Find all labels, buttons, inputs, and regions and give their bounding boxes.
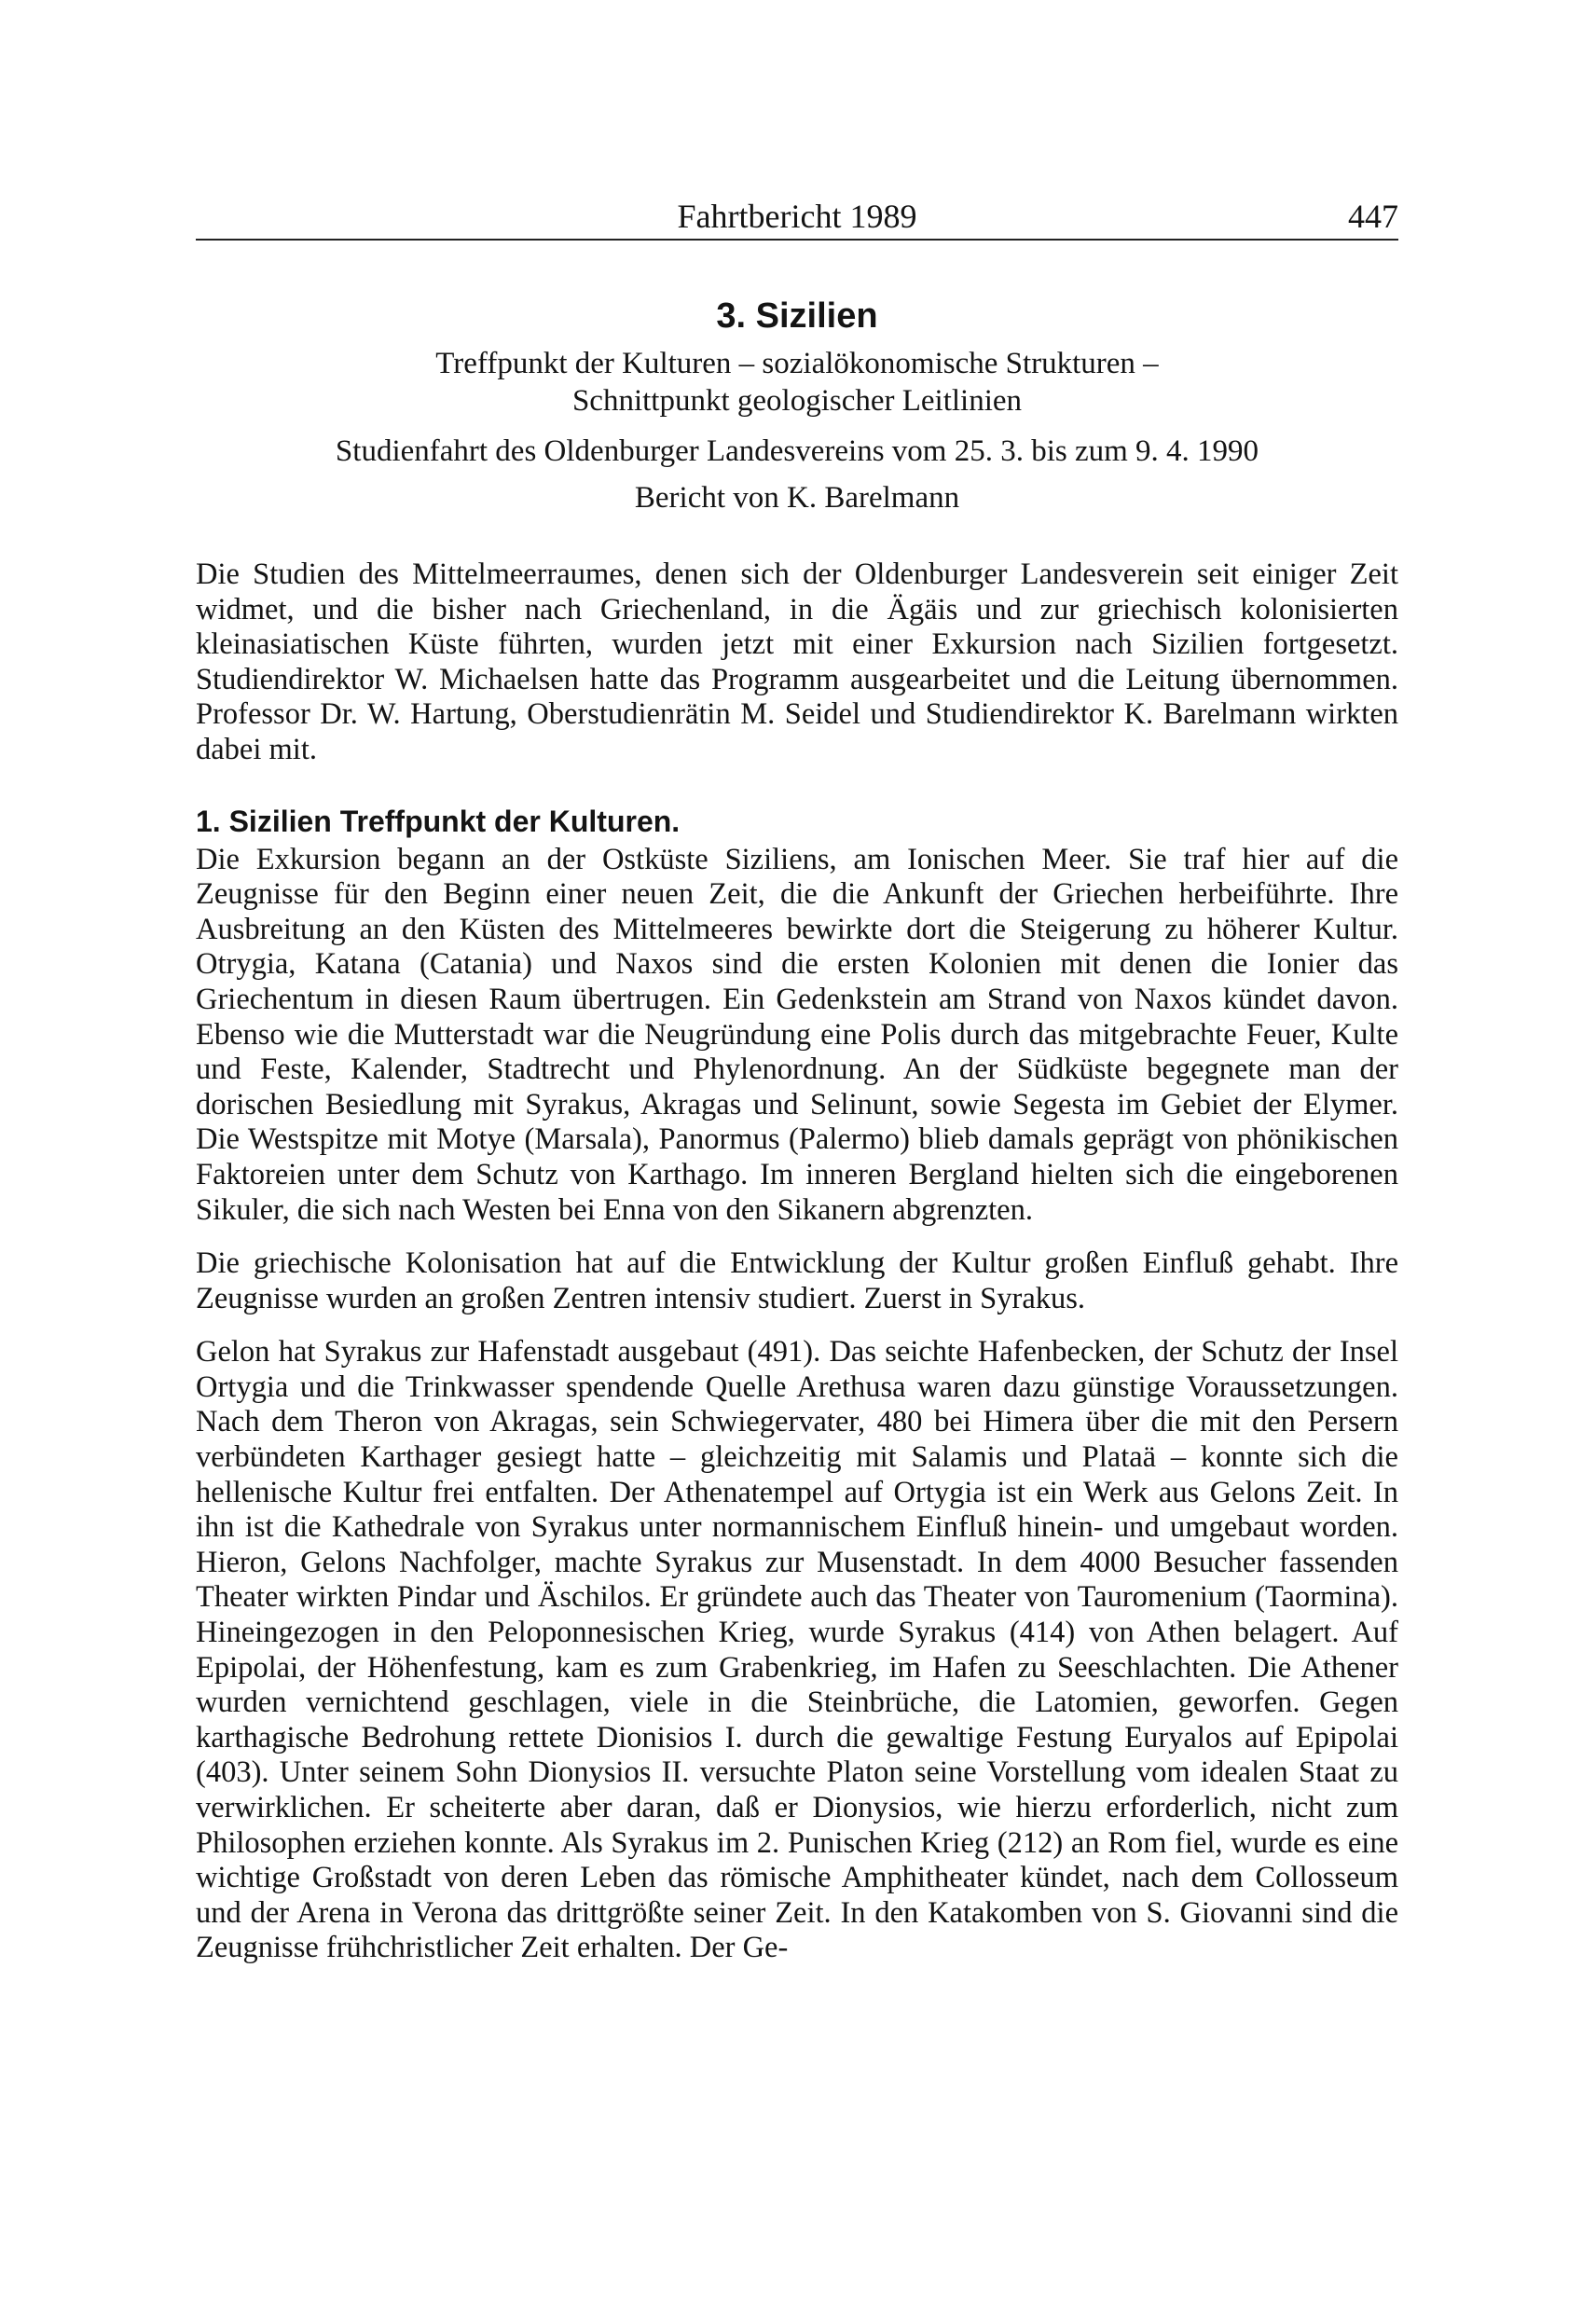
running-head bbox=[196, 186, 1398, 241]
running-head-title: Fahrtbericht 1989 bbox=[677, 198, 917, 235]
section-title: 3. Sizilien bbox=[716, 296, 878, 336]
body-paragraph-3: Gelon hat Syrakus zur Hafenstadt ausgebaut (491). Das seichte Hafenbecken, der Schutz der Insel Ortygia und die Trinkwasser spendende Quelle Arethusa waren dazu günstige Voraussetzungen. Nach dem Theron von Akragas, sein Schwiegervater, 480 bei Himera über die mit den Persern verbündeten Karthager gesiegt hatte – gleichzeitig mit Salamis und Plataä – konnte sich die hellenische Kultur frei entfalten. Der Athenatempel auf Ortygia ist ein Werk aus Gelons Zeit. In ihn ist die Kathedrale von Syrakus unter normannischem Einfluß hinein- und umgebaut worden. Hieron, Gelons Nachfolger, machte Syrakus zur Musenstadt. In dem 4000 Besucher fassenden Theater wirkten Pindar und Äschilos. Er gründete auch das Theater von Tauromenium (Taormina). Hineingezogen in den Peloponnesischen Krieg, wurde Syrakus (414) von Athen belagert. Auf Epipolai, der Höhenfestung, kam es zum Grabenkrieg, im Hafen zu Seeschlachten. Die Athener wurden vernichtend geschlagen, viele in die Steinbrüche, die Latomien, geworfen. Gegen karthagische Bedrohung rettete Dionisios I. durch die gewaltige Festung Euryalos auf Epipolai (403). Unter seinem Sohn Dionysios II. versuchte Platon seine Vorstellung vom idealen Staat zu verwirklichen. Er scheiterte aber daran, daß er Dionysios, wie hierzu erforderlich, nicht zum Philosophen erziehen konnte. Als Syrakus im 2. Punischen Krieg (212) an Rom fiel, wurde es eine wichtige Großstadt von deren Leben das römische Amphitheater kündet, nach dem Collosseum und der Arena in Verona das drittgrößte seiner Zeit. In den Katakomben von S. Giovanni sind die Zeugnisse frühchristlicher Zeit erhalten. Der Ge- bbox=[196, 1335, 1398, 1965]
body-paragraph-1: Die Exkursion begann an der Ostküste Siziliens, am Ionischen Meer. Sie traf hier auf die Zeugnisse für den Beginn einer neuen Zeit, die die Ankunft der Griechen herbeiführte. Ihre Ausbreitung an den Küsten des Mittelmeeres bewirkte dort die Steigerung zu höherer Kultur. Otrygia, Katana (Catania) und Naxos sind die ersten Kolonien mit denen die Ionier das Griechentum in diesen Raum übertrugen. Ein Gedenkstein am Strand von Naxos kündet davon. Ebenso wie die Mutterstadt war die Neugründung eine Polis durch das mitgebrachte Feuer, Kulte und Feste, Kalender, Stadtrecht und Phylenordnung. An der Südküste begegnete man der dorischen Besiedlung mit Syrakus, Akragas und Selinunt, sowie Segesta im Gebiet der Elymer. Die Westspitze mit Motye (Marsala), Panormus (Palermo) blieb damals geprägt von phönikischen Faktoreien unter dem Schutz von Karthago. Im inneren Bergland hielten sich die eingeborenen Sikuler, die sich nach Westen bei Enna von den Sikanern abgrenzten. bbox=[196, 842, 1398, 1227]
section-subtitle bbox=[196, 345, 1398, 420]
body-paragraph-2: Die griechische Kolonisation hat auf die Entwicklung der Kultur großen Einfluß gehabt. Ihre Zeugnisse wurden an großen Zentren intensiv studiert. Zuerst in Syrakus. bbox=[196, 1246, 1398, 1315]
section-heading-block bbox=[196, 295, 1398, 516]
trip-description: Studienfahrt des Oldenburger Landesvereins vom 25. 3. bis zum 9. 4. 1990 bbox=[335, 434, 1259, 468]
subtitle-line-2: Schnittpunkt geologischer Leitlinien bbox=[571, 384, 1023, 418]
report-author: Bericht von K. Barelmann bbox=[634, 481, 960, 515]
page-number: 447 bbox=[1348, 198, 1398, 235]
subsection-heading: 1. Sizilien Treffpunkt der Kulturen. bbox=[196, 804, 681, 838]
intro-paragraph: Die Studien des Mittelmeerraumes, denen sich der Oldenburger Landesverein seit einiger Zeit widmet, und die bisher nach Griechenland, in die Ägäis und zur griechisch kolonisierten kleinasiatischen Küste führten, wurden jetzt mit einer Exkursion nach Sizilien fortgesetzt. Studiendirektor W. Michaelsen hatte das Programm ausgearbeitet und die Leitung übernommen. Professor Dr. W. Hartung, Oberstudienrätin M. Seidel und Studiendirektor K. Barelmann wirkten dabei mit. bbox=[196, 557, 1398, 766]
document-page bbox=[196, 186, 1398, 1966]
subtitle-line-1: Treffpunkt der Kulturen – sozialökonomische Strukturen – bbox=[435, 347, 1159, 380]
